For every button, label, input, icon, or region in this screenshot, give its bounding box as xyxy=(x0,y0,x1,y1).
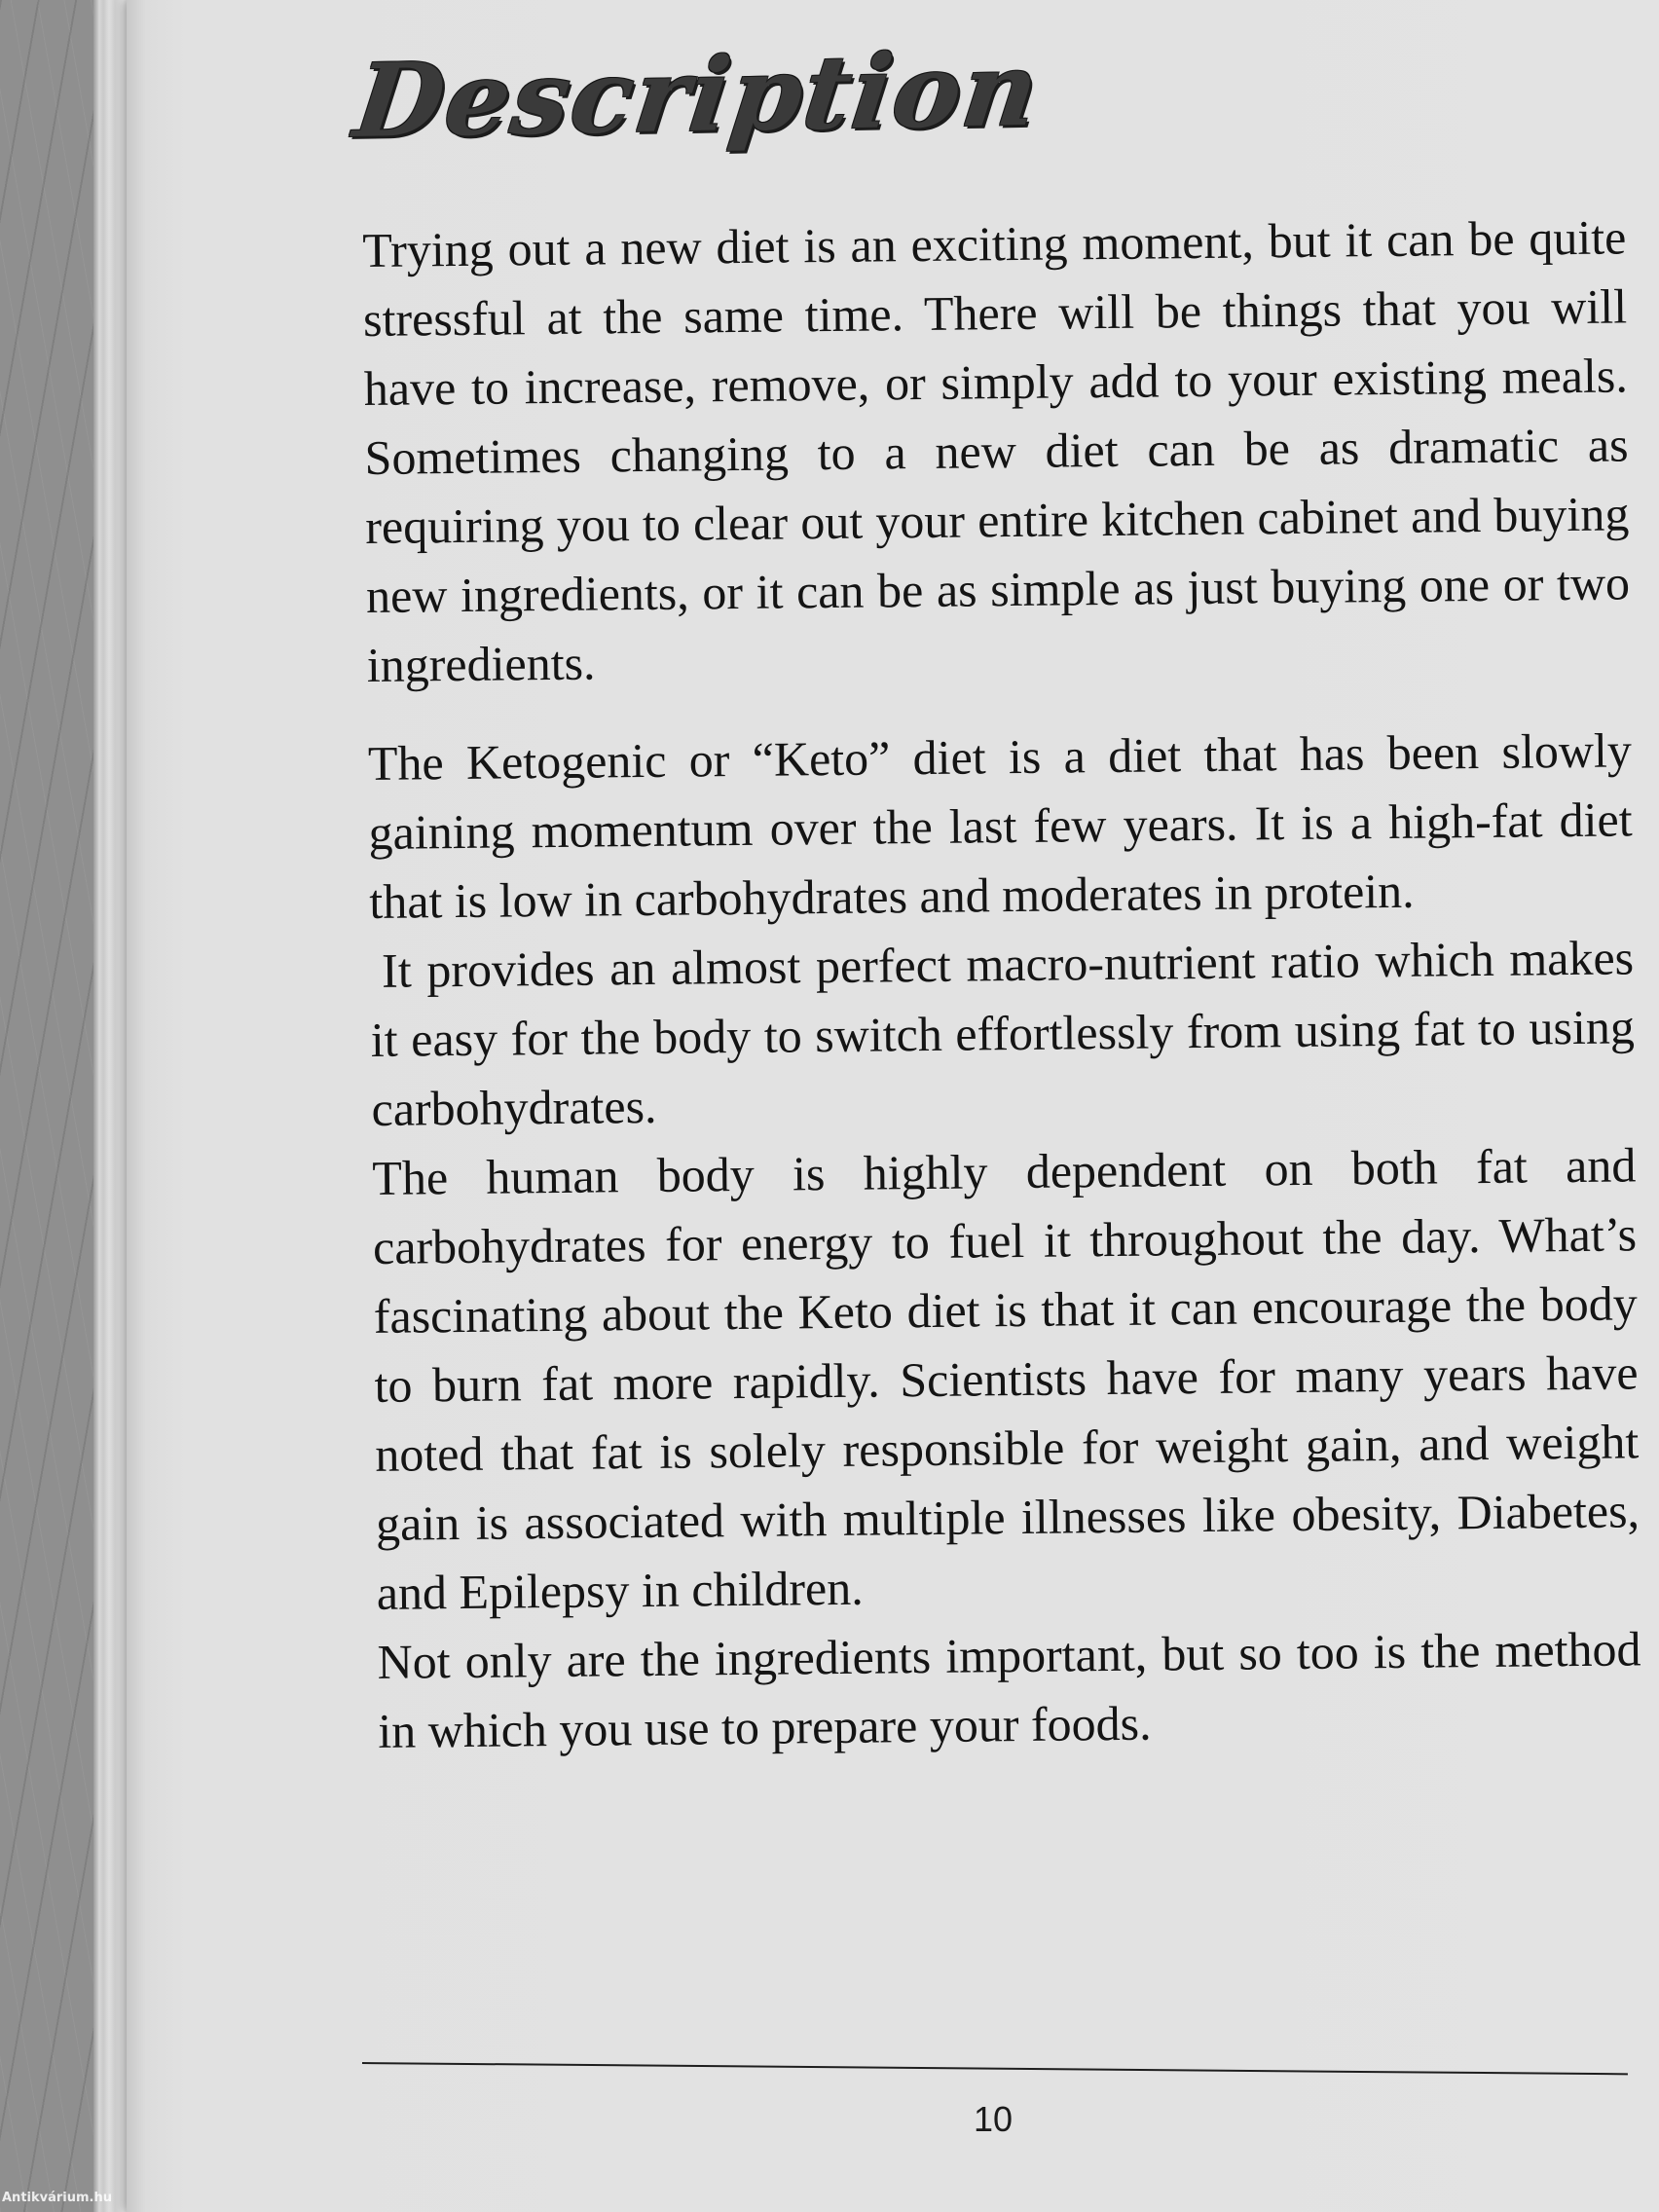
paragraph-5: Not only are the ingredients important, but so too is the method in which you use to prepare your foods. xyxy=(377,1621,1641,1758)
paragraph-1: Trying out a new diet is an exciting moment, but it can be quite stressful at the same time. There will be things that you will have to increase, remove, or simply add to your existing meals. Sometimes changing to a new diet can be as dramatic as requiring you to clear out your entire kitchen cabinet and buying new ingredients, or it can be as simple as just buying one or two ingredients. xyxy=(362,209,1631,692)
paragraph-2: The Ketogenic or “Keto” diet is a diet that has been slowly gaining momentum over the last few years. It is a high-fat diet that is low in carbohydrates and moderates in protein. xyxy=(367,722,1633,929)
page-number: 10 xyxy=(973,2099,1014,2139)
paragraph-3: It provides an almost perfect macro-nutrient ratio which makes it easy for the body to switch effortlessly from using fat to using carbohydrates. xyxy=(370,930,1636,1136)
body-text xyxy=(362,203,1642,1766)
watermark: Antikvárium.hu xyxy=(2,2191,112,2205)
paragraph-4: The human body is highly dependent on both fat and carbohydrates for energy to fuel it throughout the day. What’s fascinating about the Keto diet is that it can encourage the body to burn fat more rapidly. Scientists have for many years have noted that fat is solely responsible for weight gain, and weight gain is associated with multiple illnesses like obesity, Diabetes, and Epilepsy in children. xyxy=(372,1137,1641,1620)
page-heading: Description xyxy=(349,28,1047,161)
